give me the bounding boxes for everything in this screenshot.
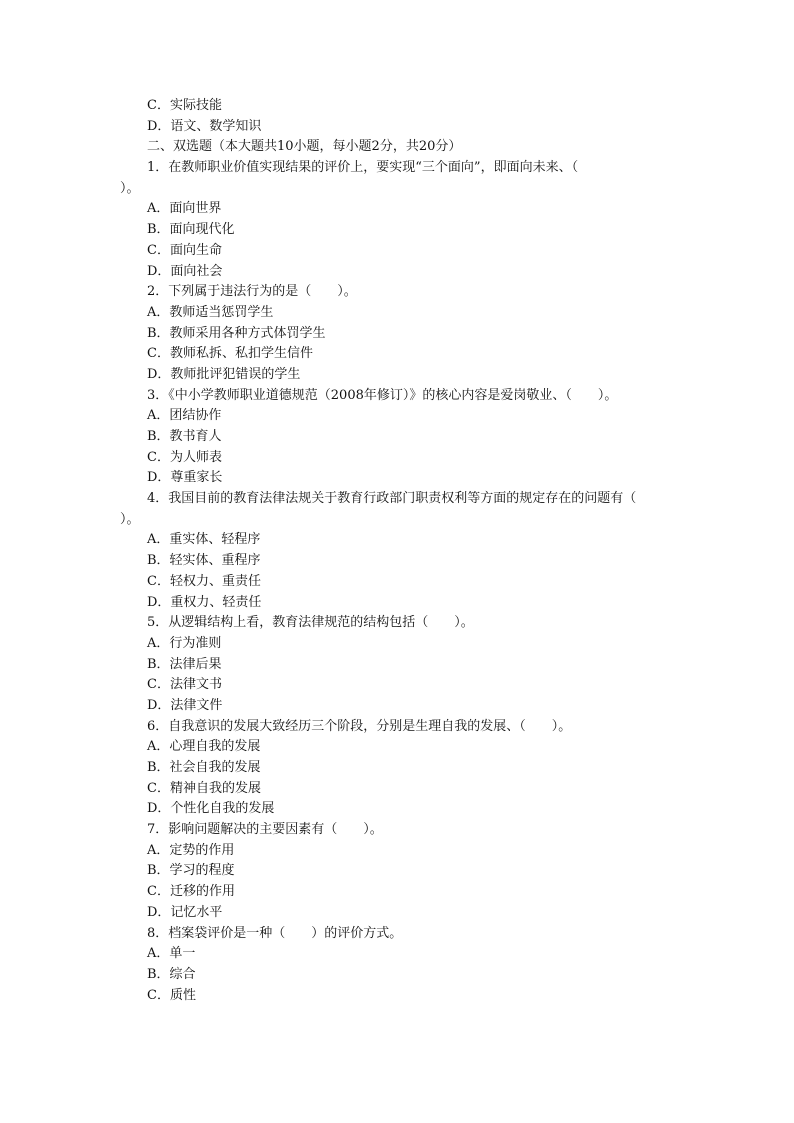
option-line: B．轻实体、重程序 <box>147 553 261 569</box>
question-line: 1．在教师职业价值实现结果的评价上，要实现“三个面向”，即面向未来、（ <box>147 160 579 176</box>
option-line: C．精神自我的发展 <box>147 780 261 796</box>
option-line: A．面向世界 <box>147 201 222 217</box>
option-line: D．尊重家长 <box>147 470 223 486</box>
section-heading: 二、双选题（本大题共10小题，每小题2分，共20分） <box>147 139 462 155</box>
question-line: 5．从逻辑结构上看，教育法律规范的结构包括（ ）。 <box>147 615 474 631</box>
option-line: C．教师私拆、私扣学生信件 <box>147 346 313 362</box>
option-line: C．轻权力、重责任 <box>147 573 261 589</box>
option-line: D．记忆水平 <box>147 904 223 920</box>
option-line: B．综合 <box>147 966 196 982</box>
option-line: A．团结协作 <box>147 408 222 424</box>
option-line: D．法律文件 <box>147 697 223 713</box>
question-line-continued: ）。 <box>120 511 140 527</box>
option-line: D．语文、数学知识 <box>147 118 262 134</box>
option-line: C．质性 <box>147 987 196 1003</box>
option-line: A．教师适当惩罚学生 <box>147 304 274 320</box>
question-line: 4．我国目前的教育法律法规关于教育行政部门职责权利等方面的规定存在的问题有（ <box>147 491 637 507</box>
option-line: C．为人师表 <box>147 449 222 465</box>
option-line: A．心理自我的发展 <box>147 739 261 755</box>
option-line: A．定势的作用 <box>147 842 235 858</box>
option-line: B．社会自我的发展 <box>147 760 261 775</box>
question-line: 6．自我意识的发展大致经历三个阶段，分别是生理自我的发展、（ ）。 <box>147 718 572 734</box>
option-line: D．教师批评犯错误的学生 <box>147 366 301 382</box>
option-line: C．迁移的作用 <box>147 884 235 900</box>
option-line: C．法律文书 <box>147 677 222 693</box>
option-line: D．面向社会 <box>147 263 223 279</box>
option-line: A．行为准则 <box>147 635 222 651</box>
option-line: B．学习的程度 <box>147 863 235 879</box>
question-line: 8．档案袋评价是一种（ ）的评价方式。 <box>147 925 403 941</box>
option-line: C．实际技能 <box>147 98 222 113</box>
option-line: D．重权力、轻责任 <box>147 594 262 610</box>
question-line: 3．《中小学教师职业道德规范（2008年修订）》的核心内容是爱岗敬业、（ ）。 <box>147 387 618 403</box>
question-line-continued: ）。 <box>120 180 140 196</box>
option-line: A．单一 <box>147 946 196 962</box>
option-line: C．面向生命 <box>147 242 222 258</box>
option-line: D．个性化自我的发展 <box>147 801 275 817</box>
question-line: 7．影响问题解决的主要因素有（ ）。 <box>147 822 383 838</box>
option-line: B．面向现代化 <box>147 222 235 238</box>
option-line: B．教书育人 <box>147 429 222 444</box>
document-content <box>120 96 680 1006</box>
option-line: A．重实体、轻程序 <box>147 532 261 548</box>
option-line: B．法律后果 <box>147 656 222 672</box>
question-line: 2．下列属于违法行为的是（ ）。 <box>147 284 357 300</box>
option-line: B．教师采用各种方式体罚学生 <box>147 325 326 341</box>
